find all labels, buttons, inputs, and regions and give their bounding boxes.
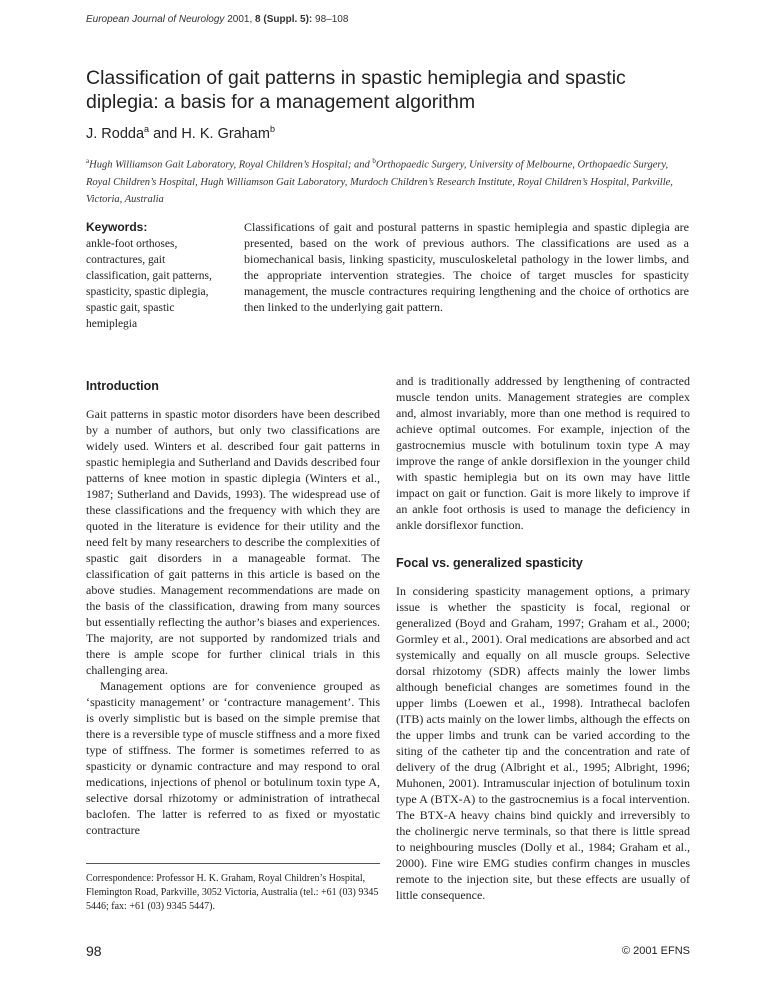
- body-paragraph: Management options are for convenience grouped as ‘spasticity management’ or ‘contracture management’. This is overly simplistic but is based on the simple premise that there is a reversible type of muscle stiffness and a more fixed type of stiffness. The former is sometimes referred to as spasticity or dynamic contracture and may respond to oral medications, injections of phenol or botulinum toxin type A, selective dorsal rhizotomy or administration of intrathecal baclofen. The latter is referred to as fixed or myostatic contracture: [86, 679, 381, 837]
- section-heading: Focal vs. generalized spasticity: [396, 556, 583, 570]
- affiliations: [86, 153, 686, 208]
- journal-pages: 98–108: [315, 14, 349, 25]
- right-column: [396, 373, 690, 903]
- keywords-block: [86, 219, 226, 332]
- body-paragraph: In considering spasticity management options, a primary issue is whether the spasticity is focal, regional or generalized (Boyd and Graham, 1997; Graham et al., 2000; Gormley et al., 2001). Oral medications are absorbed and act systemically and equally on all muscle groups. Selective dorsal rhizotomy (SDR) affects mainly the lower limbs although beneficial changes are sometimes found in the upper limbs (Loewen et al., 1998). Intrathecal baclofen (ITB) acts mainly on the lower limbs, although the effects on the upper limbs and trunk can be varied according to the siting of the catheter tip and the concentration and rate of delivery of the drug (Albright et al., 1995; Albright, 1996; Muhonen, 2001). Intramuscular injection of botulinum toxin type A (BTX-A) to the gastrocnemius is a focal intervention. The BTX-A heavy chains bind quickly and irreversibly to the cholinergic nerve terminals, so that there is little spread to neighbouring muscles (Dolly et al., 1984; Graham et al., 2000). Fine wire EMG studies confirm changes in muscles remote to the injection site, but these effects are usually of little consequence.: [396, 584, 690, 902]
- affiliation-mark: a: [86, 157, 90, 165]
- author-affiliation-mark: a: [144, 124, 150, 134]
- author-list: [86, 124, 275, 142]
- keywords-text: ankle-foot orthoses, contractures, gait classification, gait patterns, spasticity, spastic diplegia, spastic gait, spastic hemiplegia: [86, 238, 212, 330]
- body-paragraph: Gait patterns in spastic motor disorders have been described by a number of authors, but only two classifications are widely used. Winters et al. described four gait patterns in spastic hemiplegia and Sutherland and Davids described four patterns of knee motion in spastic diplegia (Winters et al., 1987; Sutherland and Davids, 1993). The widespread use of these classifications and the frequency with which they are quoted in the literature is evidence for their utility and the need felt by many researchers to describe the complexities of spastic gait disorders in a manageable format. The classification of gait patterns in this article is based on the above studies. Management recommendations are made on the basis of the classification, drawing from many sources but essentially reflecting the author’s biases and experiences. The majority, are not supported by randomized trials and there is ample scope for further clinical trials in this challenging area.: [86, 407, 380, 677]
- affiliation-mark: b: [372, 157, 376, 165]
- correspondence-note: Correspondence: Professor H. K. Graham, Royal Children’s Hospital, Flemington Road, Parkville, 3052 Victoria, Australia (tel.: +61 (03) 9345 5446; fax: +61 (03) 9345 5447).: [86, 863, 380, 914]
- affiliation-text: Hugh Williamson Gait Laboratory, Royal Children’s Hospital; and: [89, 159, 373, 171]
- abstract: Classifications of gait and postural patterns in spastic hemiplegia and spastic diplegia are presented, based on the work of previous authors. The classifications are used as a biomechanical basis, linking spasticity, musculoskeletal pathology in the lower limbs, and the appropriate intervention strategies. The choice of target muscles for spasticity management, the muscle contractures requiring lengthening and the choice of orthotics are then linked to the underlying gait pattern.: [244, 220, 689, 314]
- body-paragraph: and is traditionally addressed by lengthening of contracted muscle tendon units. Management strategies are complex and, almost invariably, more than one method is required to achieve optimal outcomes. For example, injection of the gastrocnemius muscle with botulinum toxin type A may improve the range of ankle dorsiflexion in the younger child with spastic hemiplegia but on its own may have little impact on gait or function. Gait is more likely to improve if an ankle foot orthosis is used to manage the deficiency in ankle dorsiflexor function.: [396, 374, 690, 532]
- journal-citation: [86, 14, 348, 25]
- article-title: Classification of gait patterns in spastic hemiplegia and spastic diplegia: a basis for a management algorithm: [86, 67, 626, 113]
- author-conjunction: and: [149, 125, 182, 142]
- keywords-heading: Keywords:: [86, 220, 148, 234]
- journal-volume: 8 (Suppl. 5):: [255, 14, 313, 25]
- author-name: H. K. Graham: [181, 125, 270, 142]
- author-affiliation-mark: b: [269, 124, 275, 134]
- section-heading: Introduction: [86, 379, 159, 393]
- page-number: 98: [86, 943, 102, 959]
- journal-year: 2001,: [227, 14, 253, 25]
- left-column: [86, 378, 380, 838]
- journal-name: European Journal of Neurology: [86, 14, 225, 25]
- author-name: J. Rodda: [86, 125, 145, 142]
- copyright-notice: © 2001 EFNS: [621, 945, 690, 957]
- affiliation-text: Orthopaedic Surgery, University of Melbourne, Orthopaedic Surgery, Royal Children’s Hospital, Hugh Williamson Gait Laboratory, Murdoch Children’s Research Institute, Royal Children’s Hospital, Parkville, Victoria, Australia: [86, 159, 673, 205]
